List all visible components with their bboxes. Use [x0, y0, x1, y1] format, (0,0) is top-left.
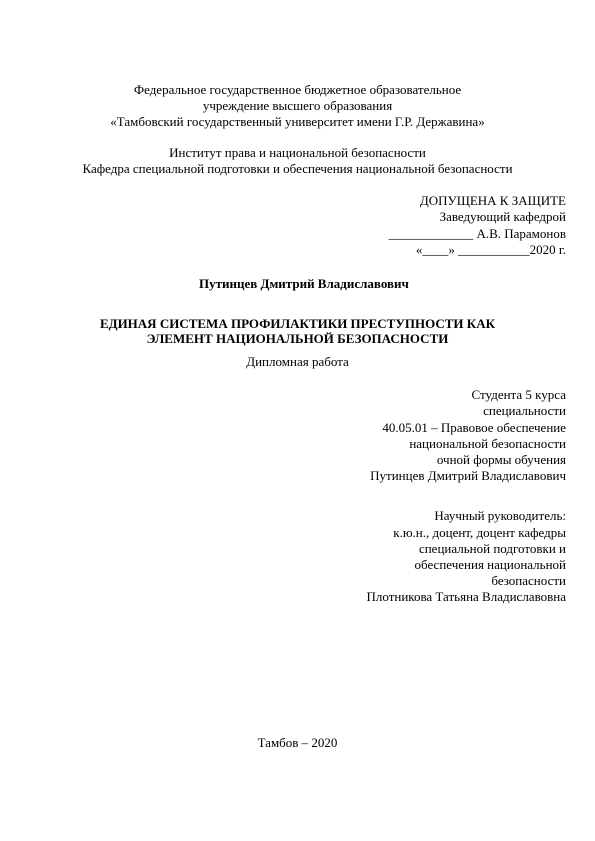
city-year: Тамбов – 2020 — [257, 735, 338, 750]
student-line-4: национальной безопасности — [409, 436, 566, 451]
supervisor-line-1: Научный руководитель: — [434, 508, 566, 523]
author-name: Путинцев Дмитрий Владиславович — [199, 276, 409, 291]
work-title-line-2: ЭЛЕМЕНТ НАЦИОНАЛЬНОЙ БЕЗОПАСНОСТИ — [146, 331, 449, 346]
work-type: Дипломная работа — [246, 354, 349, 369]
org-name-line-2: учреждение высшего образования — [202, 98, 393, 113]
supervisor-line-5: безопасности — [491, 573, 566, 588]
student-line-1: Студента 5 курса — [471, 387, 566, 402]
student-line-2: специальности — [483, 403, 566, 418]
department-name: Кафедра специальной подготовки и обеспечения национальной безопасности — [82, 161, 513, 176]
institute-name: Институт права и национальной безопасности — [169, 145, 426, 160]
student-line-5: очной формы обучения — [436, 452, 566, 467]
org-name-line-1: Федеральное государственное бюджетное образовательное — [133, 82, 462, 97]
approval-title: ДОПУЩЕНА К ЗАЩИТЕ — [419, 193, 566, 208]
supervisor-line-2: к.ю.н., доцент, доцент кафедры — [393, 525, 566, 540]
work-title-line-1: ЕДИНАЯ СИСТЕМА ПРОФИЛАКТИКИ ПРЕСТУПНОСТИ КАК — [99, 316, 496, 331]
approval-position: Заведующий кафедрой — [439, 209, 566, 224]
approval-date-line: «____» ___________2020 г. — [415, 242, 566, 257]
org-name-line-3: «Тамбовский государственный университет имени Г.Р. Державина» — [110, 114, 485, 129]
supervisor-line-4: обеспечения национальной — [414, 557, 566, 572]
student-line-6: Путинцев Дмитрий Владиславович — [370, 468, 566, 483]
supervisor-line-3: специальной подготовки и — [418, 541, 566, 556]
supervisor-line-6: Плотникова Татьяна Владиславовна — [366, 589, 566, 604]
approval-signature-line: _____________ А.В. Парамонов — [388, 226, 566, 241]
student-line-3: 40.05.01 – Правовое обеспечение — [382, 420, 566, 435]
